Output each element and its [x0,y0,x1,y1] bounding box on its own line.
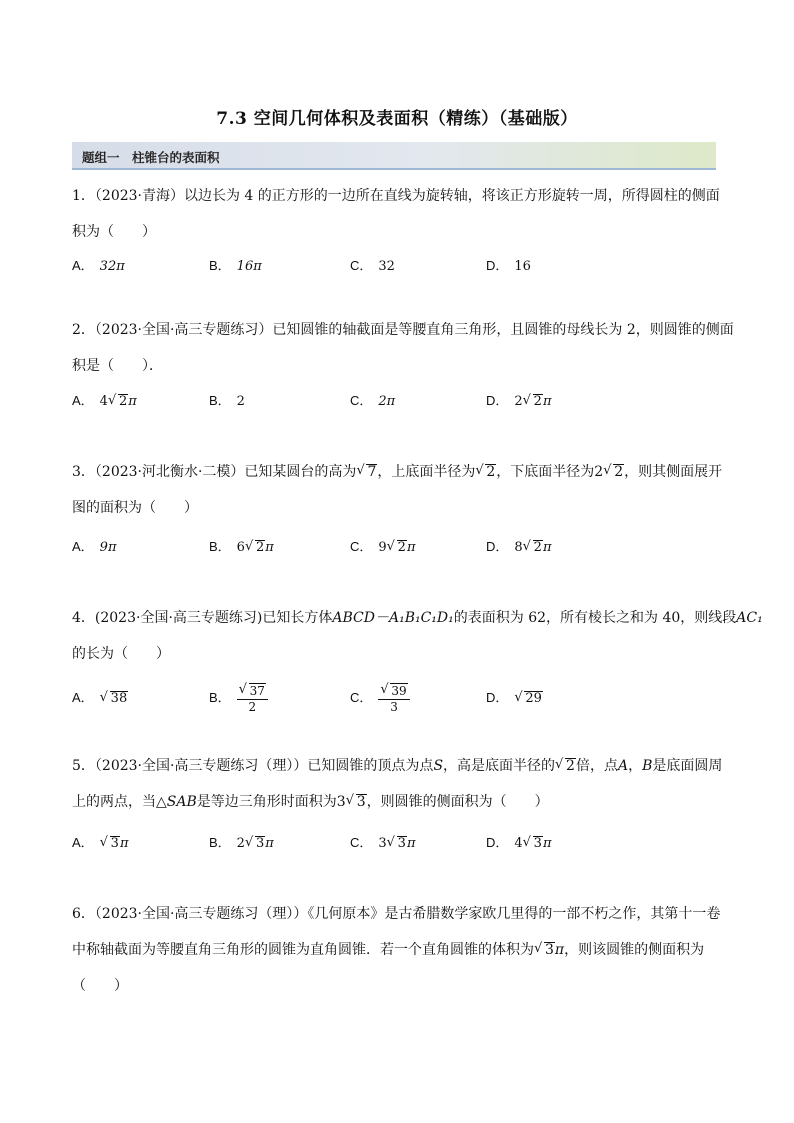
question-5-line-2: 上的两点，当△SAB是等边三角形时面积为3√ 3，则圆锥的侧面积为（ ） [72,784,722,820]
section-label: 题组一 柱锥台的表面积 [82,150,220,165]
question-2-line-1: 2．（2023·全国·高三专题练习）已知圆锥的轴截面是等腰直角三角形，且圆锥的母线长为 2，则圆锥的侧面 [72,322,734,338]
question-2-line-2: 积是（ ）． [72,358,163,374]
question-4-line-2: 的长为（ ） [72,646,170,662]
question-1-options [72,249,722,283]
option-d[interactable]: D． 2√ 2π [486,384,552,419]
question-6-line-3: （ ） [72,978,128,994]
question-3-options [72,530,722,564]
question-4-options [72,678,722,718]
question-1-line-1: 1．（2023·青海）以边长为 4 的正方形的一边所在直线为旋转轴，将该正方形旋转一周，所得圆柱的侧面 [72,188,720,204]
option-c[interactable]: C． 32 [350,258,395,274]
option-a[interactable]: A． 9π [72,539,117,555]
question-3 [72,454,722,526]
option-d[interactable]: D．√ 29 [486,678,543,719]
section-header [72,142,716,170]
option-b[interactable]: B． 2 [209,393,245,409]
option-c[interactable]: C． 3√ 3π [350,826,416,861]
question-6-line-2: 中称轴截面为等腰直角三角形的圆锥为直角圆锥．若一个直角圆锥的体积为√ 3π，则该圆锥的侧面积为 [72,932,722,968]
question-3-line-2: 图的面积为（ ） [72,500,198,516]
question-2 [72,312,734,384]
option-b[interactable]: B． √ $\frac{37}{2}$ [209,678,268,719]
option-d[interactable]: D． 4√ 3π [486,826,552,861]
option-b[interactable]: B． 6√ 2π [209,530,274,565]
option-a[interactable]: A．√ 3π [72,826,129,861]
question-6-line-1: 6．（2023·全国·高三专题练习（理））《几何原本》是古希腊数学家欧几里得的一部不朽之作，其第十一卷 [72,906,721,922]
option-c[interactable]: C． 2π [350,393,396,409]
page-title: 7.3 空间几何体积及表面积（精练）（基础版） [216,109,578,129]
option-a[interactable]: A． 4√ 2π [72,384,137,419]
question-5 [72,748,722,820]
question-5-options [72,826,722,860]
option-c[interactable]: C． 9√ 2π [350,530,416,565]
option-a[interactable]: A． 32π [72,258,125,274]
option-d[interactable]: D． 16 [486,258,531,274]
option-c[interactable]: C． √ $\frac{39}{3}$ [350,678,410,719]
question-3-line-1: 3．（2023·河北衡水·二模）已知某圆台的高为√ 7，上底面半径为√ 2，下底面半径为2√ 2，则其侧面展开 [72,454,722,490]
question-2-options [72,384,722,418]
option-b[interactable]: B． 16π [209,258,262,274]
question-4 [72,600,763,672]
question-1-line-2: 积为（ ） [72,224,156,240]
question-4-line-1: 4．(2023·全国·高三专题练习)已知长方体ABCD－A₁B₁C₁D₁的表面积为 62，所有棱长之和为 40，则线段AC₁ [72,610,763,626]
question-5-line-1: 5．（2023·全国·高三专题练习（理））已知圆锥的顶点为点S，高是底面半径的√ 2倍，点A，B是底面圆周 [72,748,722,784]
question-1 [72,178,722,250]
question-6 [72,896,722,1004]
option-d[interactable]: D． 8√ 2π [486,530,552,565]
option-b[interactable]: B． 2√ 3π [209,826,274,861]
option-a[interactable]: A．√ 38 [72,678,128,719]
